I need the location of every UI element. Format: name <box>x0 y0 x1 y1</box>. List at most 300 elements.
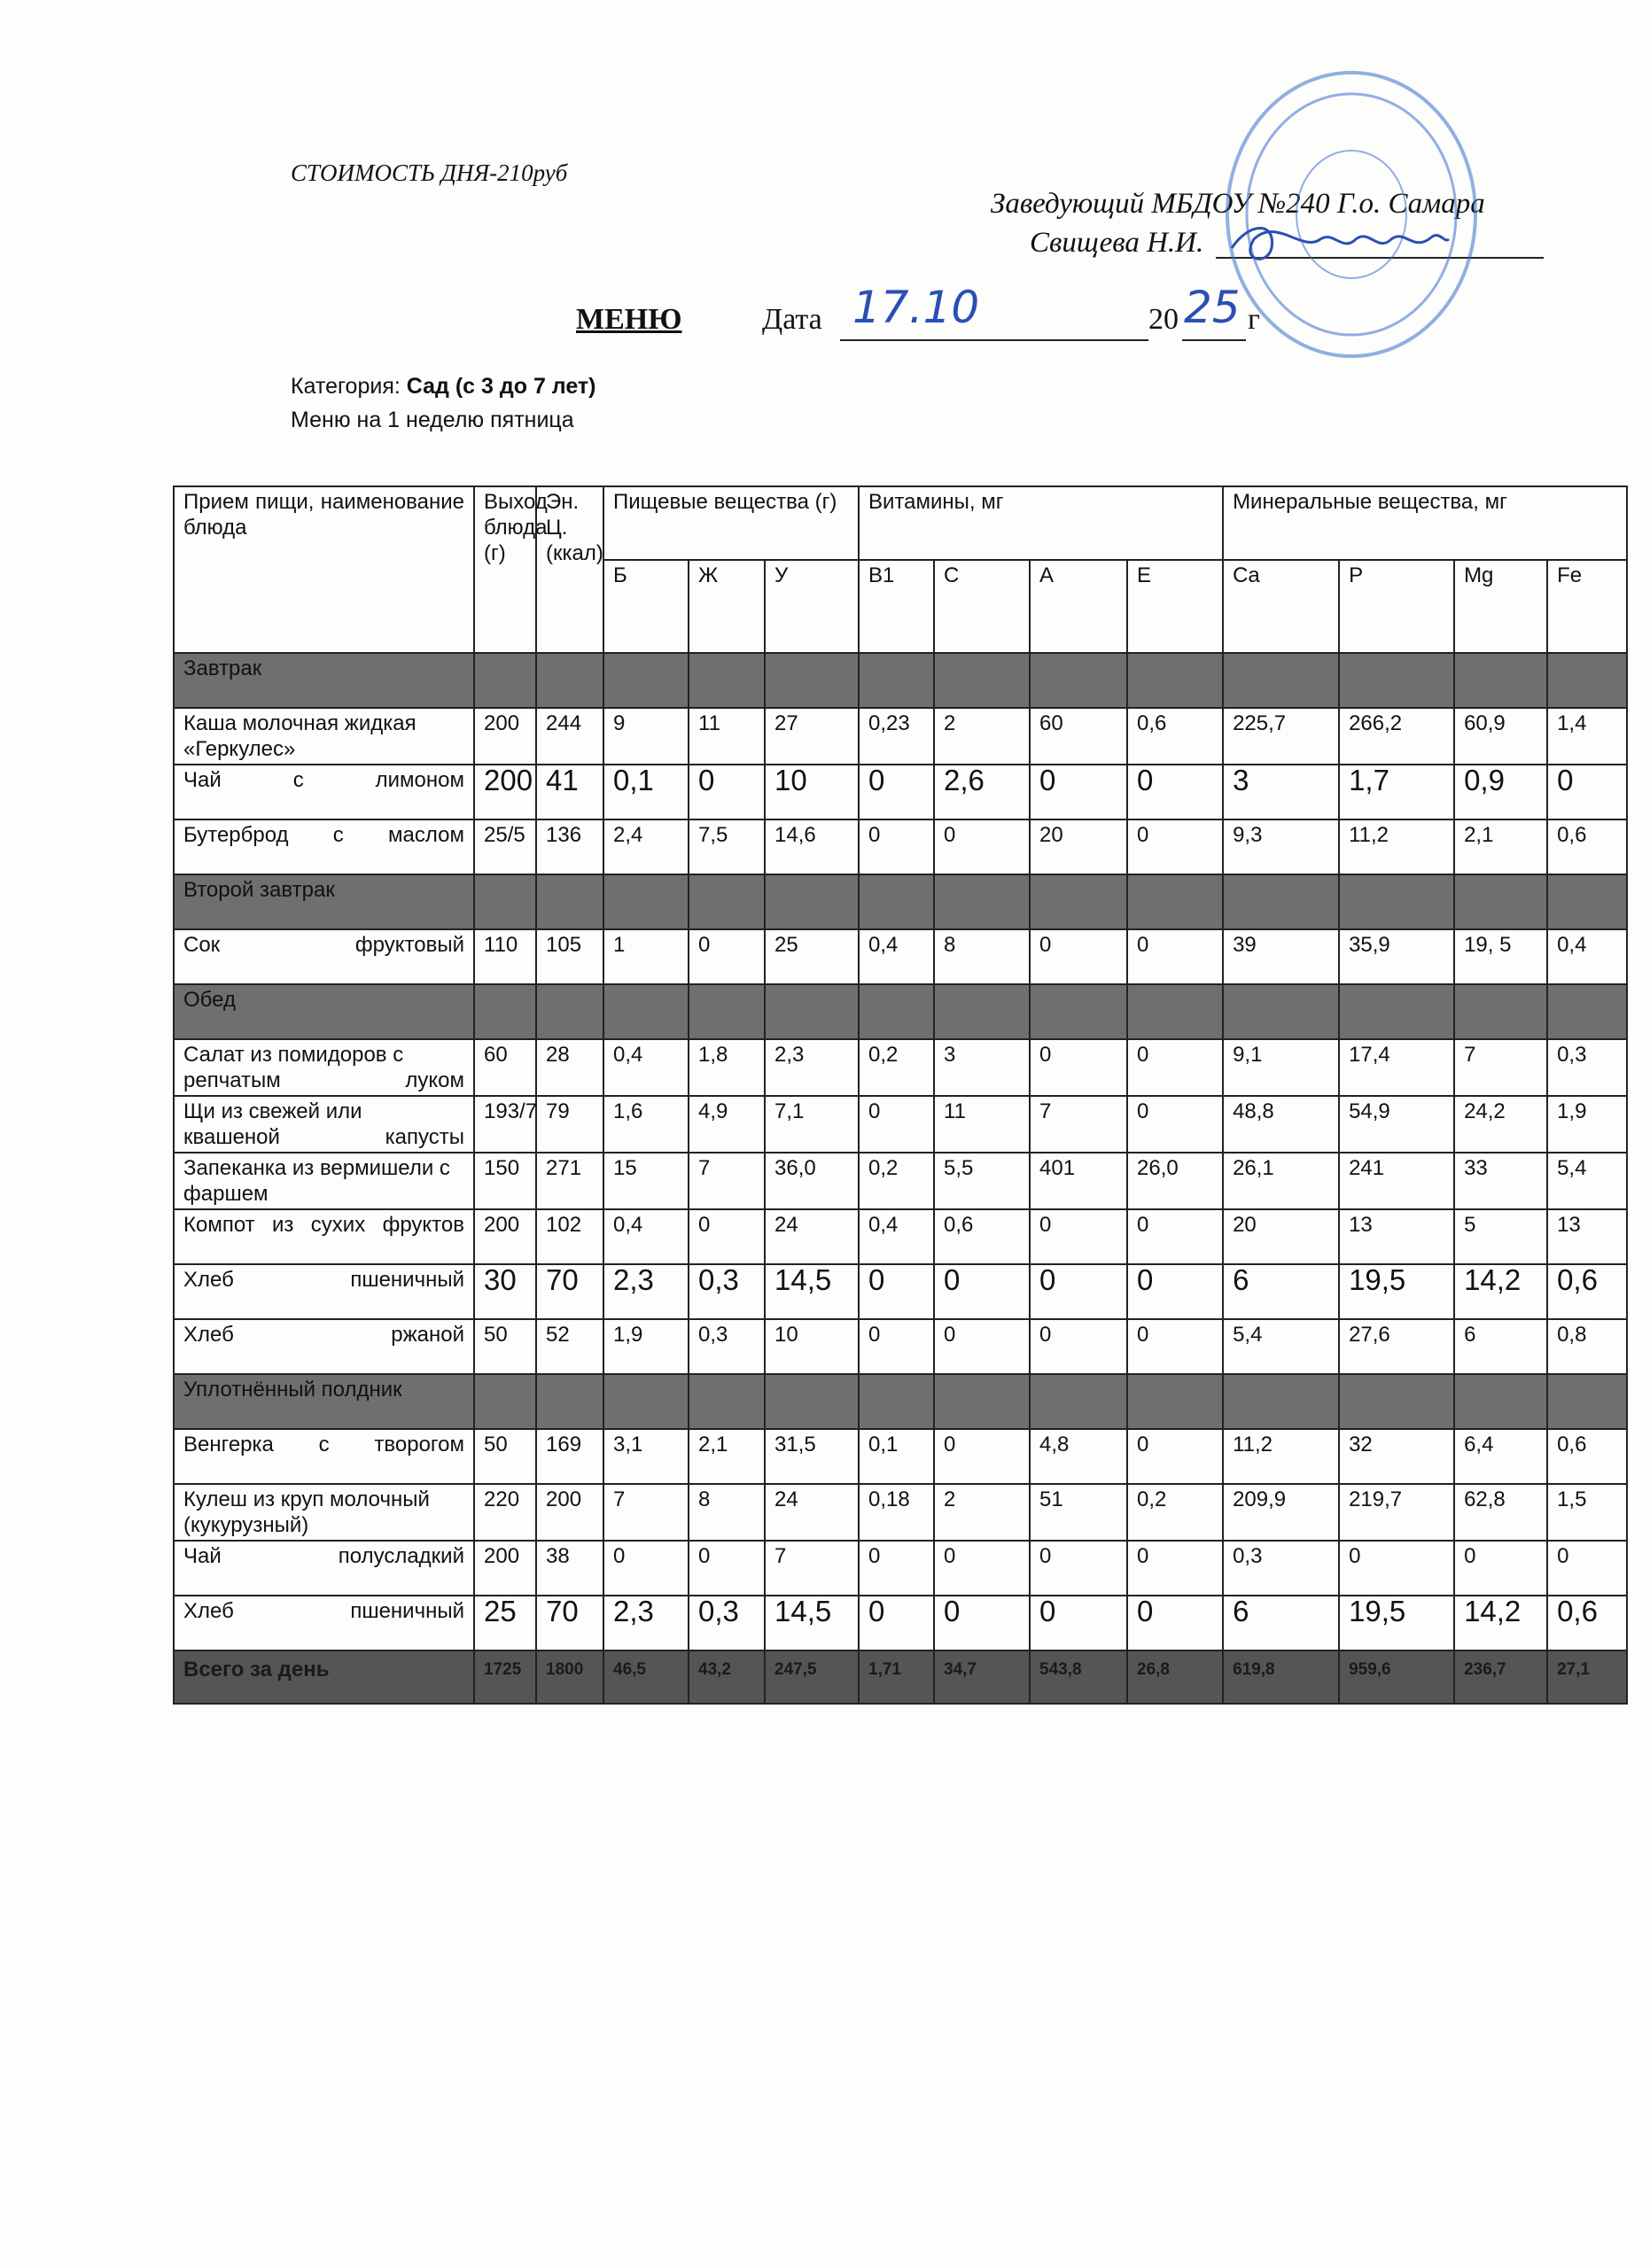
value-cell: 10 <box>765 1319 859 1374</box>
section-cell <box>765 1374 859 1429</box>
value-cell: 79 <box>536 1096 603 1153</box>
table-header <box>174 486 1627 653</box>
section-cell <box>689 984 765 1039</box>
total-cell: 236,7 <box>1454 1651 1547 1704</box>
value-cell: 10 <box>765 765 859 819</box>
section-cell <box>536 874 603 929</box>
group-vitamins: Витамины, мг <box>859 486 1223 560</box>
value-cell: 241 <box>1339 1153 1454 1209</box>
value-cell: 4,8 <box>1030 1429 1127 1484</box>
section-cell <box>1454 874 1547 929</box>
section-cell <box>1339 1374 1454 1429</box>
section-cell <box>1030 1374 1127 1429</box>
handwritten-signature <box>1223 213 1453 275</box>
value-cell: 0,6 <box>1127 708 1223 765</box>
subcol-header: Ca <box>1223 560 1339 653</box>
value-cell: 0 <box>1127 1429 1223 1484</box>
value-cell: 150 <box>474 1153 536 1209</box>
section-cell <box>1547 1374 1627 1429</box>
value-cell: 401 <box>1030 1153 1127 1209</box>
total-cell: 26,8 <box>1127 1651 1223 1704</box>
value-cell: 3,1 <box>603 1429 689 1484</box>
value-cell: 51 <box>1030 1484 1127 1541</box>
year-suffix: г <box>1248 303 1260 336</box>
value-cell: 0 <box>934 1429 1030 1484</box>
approved-by: Заведующий МБДОУ №240 Г.о. Самара <box>991 188 1485 220</box>
value-cell: 0 <box>1030 1039 1127 1096</box>
value-cell: 0,9 <box>1454 765 1547 819</box>
subcol-header: E <box>1127 560 1223 653</box>
value-cell: 25 <box>474 1596 536 1651</box>
value-cell: 271 <box>536 1153 603 1209</box>
value-cell: 0,3 <box>689 1596 765 1651</box>
value-cell: 14,5 <box>765 1596 859 1651</box>
section-cell <box>689 653 765 708</box>
value-cell: 4,9 <box>689 1096 765 1153</box>
section-title: Уплотнённый полдник <box>174 1374 474 1429</box>
total-cell: 1725 <box>474 1651 536 1704</box>
value-cell: 0 <box>1127 1319 1223 1374</box>
subcol-header: Б <box>603 560 689 653</box>
value-cell: 41 <box>536 765 603 819</box>
group-minerals: Минеральные вещества, мг <box>1223 486 1627 560</box>
value-cell: 6 <box>1454 1319 1547 1374</box>
value-cell: 209,9 <box>1223 1484 1339 1541</box>
table-row <box>174 1541 1627 1596</box>
value-cell: 266,2 <box>1339 708 1454 765</box>
value-cell: 9,3 <box>1223 819 1339 874</box>
value-cell: 0,4 <box>859 1209 934 1264</box>
section-cell <box>934 653 1030 708</box>
table-row <box>174 1039 1627 1096</box>
value-cell: 1,9 <box>1547 1096 1627 1153</box>
section-cell <box>1339 984 1454 1039</box>
total-cell: 1,71 <box>859 1651 934 1704</box>
value-cell: 0 <box>859 1096 934 1153</box>
value-cell: 0 <box>603 1541 689 1596</box>
value-cell: 0 <box>689 765 765 819</box>
section-cell <box>536 1374 603 1429</box>
value-cell: 0,18 <box>859 1484 934 1541</box>
value-cell: 1,9 <box>603 1319 689 1374</box>
value-cell: 7,5 <box>689 819 765 874</box>
value-cell: 0 <box>1127 1209 1223 1264</box>
total-cell: 619,8 <box>1223 1651 1339 1704</box>
value-cell: 0 <box>689 1541 765 1596</box>
value-cell: 200 <box>474 1541 536 1596</box>
section-cell <box>474 653 536 708</box>
year-line <box>1182 339 1246 341</box>
section-cell <box>1127 984 1223 1039</box>
section-cell <box>603 1374 689 1429</box>
dish-name: Сок фруктовый <box>174 929 474 984</box>
total-row <box>174 1651 1627 1704</box>
value-cell: 38 <box>536 1541 603 1596</box>
value-cell: 2 <box>934 708 1030 765</box>
group-nutrients: Пищевые вещества (г) <box>603 486 859 560</box>
dish-name: Хлеб пшеничный <box>174 1596 474 1651</box>
section-cell <box>536 653 603 708</box>
value-cell: 11 <box>934 1096 1030 1153</box>
value-cell: 0,2 <box>859 1039 934 1096</box>
value-cell: 0,4 <box>1547 929 1627 984</box>
value-cell: 3 <box>934 1039 1030 1096</box>
dish-name: Чай полусладкий <box>174 1541 474 1596</box>
section-cell <box>859 874 934 929</box>
section-row <box>174 874 1627 929</box>
value-cell: 24 <box>765 1484 859 1541</box>
section-cell <box>1547 874 1627 929</box>
value-cell: 52 <box>536 1319 603 1374</box>
value-cell: 0 <box>1030 1541 1127 1596</box>
value-cell: 27 <box>765 708 859 765</box>
section-cell <box>1223 1374 1339 1429</box>
section-cell <box>603 653 689 708</box>
value-cell: 8 <box>689 1484 765 1541</box>
value-cell: 0,1 <box>859 1429 934 1484</box>
dish-name: Запеканка из вермишели с фаршем <box>174 1153 474 1209</box>
value-cell: 0 <box>1547 1541 1627 1596</box>
value-cell: 2,3 <box>765 1039 859 1096</box>
value-cell: 0,4 <box>603 1209 689 1264</box>
value-cell: 0 <box>934 1596 1030 1651</box>
value-cell: 0 <box>1127 765 1223 819</box>
value-cell: 0 <box>1127 1264 1223 1319</box>
value-cell: 0 <box>859 819 934 874</box>
total-cell: 46,5 <box>603 1651 689 1704</box>
section-cell <box>934 984 1030 1039</box>
subcol-header: Ж <box>689 560 765 653</box>
table-row <box>174 1096 1627 1153</box>
value-cell: 0,6 <box>934 1209 1030 1264</box>
value-cell: 0 <box>689 929 765 984</box>
value-cell: 0 <box>859 1264 934 1319</box>
value-cell: 19,5 <box>1339 1264 1454 1319</box>
value-cell: 0 <box>859 1596 934 1651</box>
value-cell: 35,9 <box>1339 929 1454 984</box>
value-cell: 2,1 <box>1454 819 1547 874</box>
col-energy: Эн. Ц. (ккал) <box>536 486 603 653</box>
section-cell <box>1547 984 1627 1039</box>
section-cell <box>1339 653 1454 708</box>
total-cell: 959,6 <box>1339 1651 1454 1704</box>
total-cell: 34,7 <box>934 1651 1030 1704</box>
value-cell: 1,6 <box>603 1096 689 1153</box>
table-row <box>174 1264 1627 1319</box>
value-cell: 31,5 <box>765 1429 859 1484</box>
value-cell: 0 <box>1030 1319 1127 1374</box>
value-cell: 60,9 <box>1454 708 1547 765</box>
value-cell: 19,5 <box>1339 1596 1454 1651</box>
table-row <box>174 708 1627 765</box>
value-cell: 13 <box>1547 1209 1627 1264</box>
value-cell: 2,1 <box>689 1429 765 1484</box>
value-cell: 219,7 <box>1339 1484 1454 1541</box>
table-row <box>174 1319 1627 1374</box>
value-cell: 25 <box>765 929 859 984</box>
section-cell <box>934 1374 1030 1429</box>
subcol-header: A <box>1030 560 1127 653</box>
section-cell <box>536 984 603 1039</box>
value-cell: 8 <box>934 929 1030 984</box>
section-row <box>174 653 1627 708</box>
value-cell: 20 <box>1223 1209 1339 1264</box>
dish-name: Салат из помидоров с репчатым луком <box>174 1039 474 1096</box>
value-cell: 200 <box>474 708 536 765</box>
value-cell: 27,6 <box>1339 1319 1454 1374</box>
value-cell: 0,2 <box>859 1153 934 1209</box>
value-cell: 15 <box>603 1153 689 1209</box>
value-cell: 0,3 <box>1223 1541 1339 1596</box>
section-cell <box>1223 984 1339 1039</box>
table-row <box>174 1153 1627 1209</box>
value-cell: 7 <box>689 1153 765 1209</box>
value-cell: 110 <box>474 929 536 984</box>
section-cell <box>765 653 859 708</box>
table-row <box>174 765 1627 819</box>
value-cell: 225,7 <box>1223 708 1339 765</box>
subcol-header: B1 <box>859 560 934 653</box>
value-cell: 2,6 <box>934 765 1030 819</box>
value-cell: 0 <box>1030 1264 1127 1319</box>
value-cell: 26,0 <box>1127 1153 1223 1209</box>
value-cell: 0 <box>1127 1096 1223 1153</box>
value-cell: 19, 5 <box>1454 929 1547 984</box>
value-cell: 39 <box>1223 929 1339 984</box>
dish-name: Хлеб ржаной <box>174 1319 474 1374</box>
subcol-header: У <box>765 560 859 653</box>
value-cell: 1 <box>603 929 689 984</box>
value-cell: 2 <box>934 1484 1030 1541</box>
value-cell: 62,8 <box>1454 1484 1547 1541</box>
value-cell: 6,4 <box>1454 1429 1547 1484</box>
dish-name: Хлеб пшеничный <box>174 1264 474 1319</box>
value-cell: 0 <box>1547 765 1627 819</box>
section-cell <box>1454 653 1547 708</box>
value-cell: 54,9 <box>1339 1096 1454 1153</box>
menu-title: МЕНЮ <box>576 303 682 336</box>
section-cell <box>603 874 689 929</box>
value-cell: 28 <box>536 1039 603 1096</box>
value-cell: 0,4 <box>859 929 934 984</box>
date-line <box>840 339 1148 341</box>
section-title: Второй завтрак <box>174 874 474 929</box>
section-cell <box>474 984 536 1039</box>
value-cell: 70 <box>536 1596 603 1651</box>
table-body <box>174 653 1627 1704</box>
category-value: Сад (с 3 до 7 лет) <box>406 374 596 399</box>
section-cell <box>934 874 1030 929</box>
head-name: Свищева Н.И. <box>1030 227 1204 259</box>
value-cell: 14,2 <box>1454 1264 1547 1319</box>
value-cell: 0 <box>1127 1541 1223 1596</box>
value-cell: 193/7 <box>474 1096 536 1153</box>
value-cell: 0 <box>934 1319 1030 1374</box>
section-cell <box>1223 653 1339 708</box>
week-info: Меню на 1 неделю пятница <box>291 408 574 432</box>
value-cell: 0,6 <box>1547 1596 1627 1651</box>
value-cell: 7 <box>1030 1096 1127 1153</box>
section-cell <box>1030 653 1127 708</box>
value-cell: 7 <box>603 1484 689 1541</box>
value-cell: 0,6 <box>1547 1429 1627 1484</box>
value-cell: 11,2 <box>1223 1429 1339 1484</box>
value-cell: 0 <box>934 1541 1030 1596</box>
section-cell <box>474 874 536 929</box>
value-cell: 0,3 <box>1547 1039 1627 1096</box>
value-cell: 1,5 <box>1547 1484 1627 1541</box>
value-cell: 50 <box>474 1429 536 1484</box>
value-cell: 0,1 <box>603 765 689 819</box>
value-cell: 50 <box>474 1319 536 1374</box>
value-cell: 0 <box>1127 1596 1223 1651</box>
category-label: Категория: <box>291 374 407 399</box>
value-cell: 0 <box>1127 819 1223 874</box>
value-cell: 20 <box>1030 819 1127 874</box>
section-cell <box>1030 874 1127 929</box>
value-cell: 48,8 <box>1223 1096 1339 1153</box>
value-cell: 60 <box>1030 708 1127 765</box>
day-cost: СТОИМОСТЬ ДНЯ-210руб <box>291 159 568 186</box>
dish-name: Щи из свежей или квашеной капусты <box>174 1096 474 1153</box>
table-row <box>174 929 1627 984</box>
section-cell <box>1127 653 1223 708</box>
dish-name: Каша молочная жидкая «Геркулес» <box>174 708 474 765</box>
table-row <box>174 1596 1627 1651</box>
section-cell <box>859 653 934 708</box>
value-cell: 0 <box>1127 1039 1223 1096</box>
section-cell <box>859 1374 934 1429</box>
value-cell: 60 <box>474 1039 536 1096</box>
section-cell <box>474 1374 536 1429</box>
value-cell: 30 <box>474 1264 536 1319</box>
value-cell: 0 <box>1030 1596 1127 1651</box>
value-cell: 0,8 <box>1547 1319 1627 1374</box>
value-cell: 11 <box>689 708 765 765</box>
value-cell: 14,5 <box>765 1264 859 1319</box>
value-cell: 32 <box>1339 1429 1454 1484</box>
date-value: 17.10 <box>852 282 980 333</box>
value-cell: 1,4 <box>1547 708 1627 765</box>
value-cell: 0 <box>1030 765 1127 819</box>
menu-table <box>173 485 1628 1705</box>
total-cell: 543,8 <box>1030 1651 1127 1704</box>
value-cell: 7,1 <box>765 1096 859 1153</box>
value-cell: 0,2 <box>1127 1484 1223 1541</box>
value-cell: 169 <box>536 1429 603 1484</box>
value-cell: 0,6 <box>1547 819 1627 874</box>
value-cell: 0 <box>1030 1209 1127 1264</box>
section-cell <box>689 874 765 929</box>
value-cell: 0 <box>689 1209 765 1264</box>
section-cell <box>1223 874 1339 929</box>
section-cell <box>1454 984 1547 1039</box>
subcol-header: P <box>1339 560 1454 653</box>
value-cell: 5,5 <box>934 1153 1030 1209</box>
value-cell: 0,3 <box>689 1264 765 1319</box>
value-cell: 0 <box>1454 1541 1547 1596</box>
value-cell: 0 <box>1127 929 1223 984</box>
section-cell <box>1547 653 1627 708</box>
value-cell: 7 <box>765 1541 859 1596</box>
value-cell: 70 <box>536 1264 603 1319</box>
table-row <box>174 1209 1627 1264</box>
section-cell <box>603 984 689 1039</box>
value-cell: 5,4 <box>1223 1319 1339 1374</box>
value-cell: 102 <box>536 1209 603 1264</box>
value-cell: 25/5 <box>474 819 536 874</box>
value-cell: 220 <box>474 1484 536 1541</box>
value-cell: 2,3 <box>603 1596 689 1651</box>
value-cell: 17,4 <box>1339 1039 1454 1096</box>
value-cell: 200 <box>474 765 536 819</box>
section-row <box>174 1374 1627 1429</box>
value-cell: 24 <box>765 1209 859 1264</box>
value-cell: 11,2 <box>1339 819 1454 874</box>
year-value: 25 <box>1184 282 1241 333</box>
value-cell: 105 <box>536 929 603 984</box>
total-cell: 43,2 <box>689 1651 765 1704</box>
subcol-header: C <box>934 560 1030 653</box>
value-cell: 9 <box>603 708 689 765</box>
value-cell: 0,23 <box>859 708 934 765</box>
section-cell <box>1127 1374 1223 1429</box>
value-cell: 200 <box>536 1484 603 1541</box>
value-cell: 0 <box>934 819 1030 874</box>
dish-name: Чай с лимоном <box>174 765 474 819</box>
value-cell: 36,0 <box>765 1153 859 1209</box>
value-cell: 0,6 <box>1547 1264 1627 1319</box>
section-cell <box>1339 874 1454 929</box>
value-cell: 24,2 <box>1454 1096 1547 1153</box>
table-row <box>174 819 1627 874</box>
value-cell: 0 <box>934 1264 1030 1319</box>
value-cell: 5,4 <box>1547 1153 1627 1209</box>
category <box>291 374 596 400</box>
subcol-header: Fe <box>1547 560 1627 653</box>
dish-name: Венгерка с творогом <box>174 1429 474 1484</box>
col-dish: Прием пищи, наименование блюда <box>174 486 474 653</box>
section-cell <box>1030 984 1127 1039</box>
section-cell <box>859 984 934 1039</box>
section-row <box>174 984 1627 1039</box>
value-cell: 1,8 <box>689 1039 765 1096</box>
year-prefix: 20 <box>1148 303 1179 336</box>
value-cell: 6 <box>1223 1264 1339 1319</box>
value-cell: 14,2 <box>1454 1596 1547 1651</box>
dish-name: Кулеш из круп молочный (кукурузный) <box>174 1484 474 1541</box>
value-cell: 13 <box>1339 1209 1454 1264</box>
total-cell: 27,1 <box>1547 1651 1627 1704</box>
total-label: Всего за день <box>174 1651 474 1704</box>
value-cell: 0 <box>859 1541 934 1596</box>
value-cell: 0 <box>1339 1541 1454 1596</box>
section-cell <box>689 1374 765 1429</box>
value-cell: 6 <box>1223 1596 1339 1651</box>
value-cell: 5 <box>1454 1209 1547 1264</box>
value-cell: 200 <box>474 1209 536 1264</box>
subcol-header: Mg <box>1454 560 1547 653</box>
value-cell: 136 <box>536 819 603 874</box>
section-cell <box>765 874 859 929</box>
value-cell: 1,7 <box>1339 765 1454 819</box>
value-cell: 2,3 <box>603 1264 689 1319</box>
value-cell: 0 <box>1030 929 1127 984</box>
table-row <box>174 1484 1627 1541</box>
value-cell: 0 <box>859 765 934 819</box>
section-title: Обед <box>174 984 474 1039</box>
value-cell: 3 <box>1223 765 1339 819</box>
